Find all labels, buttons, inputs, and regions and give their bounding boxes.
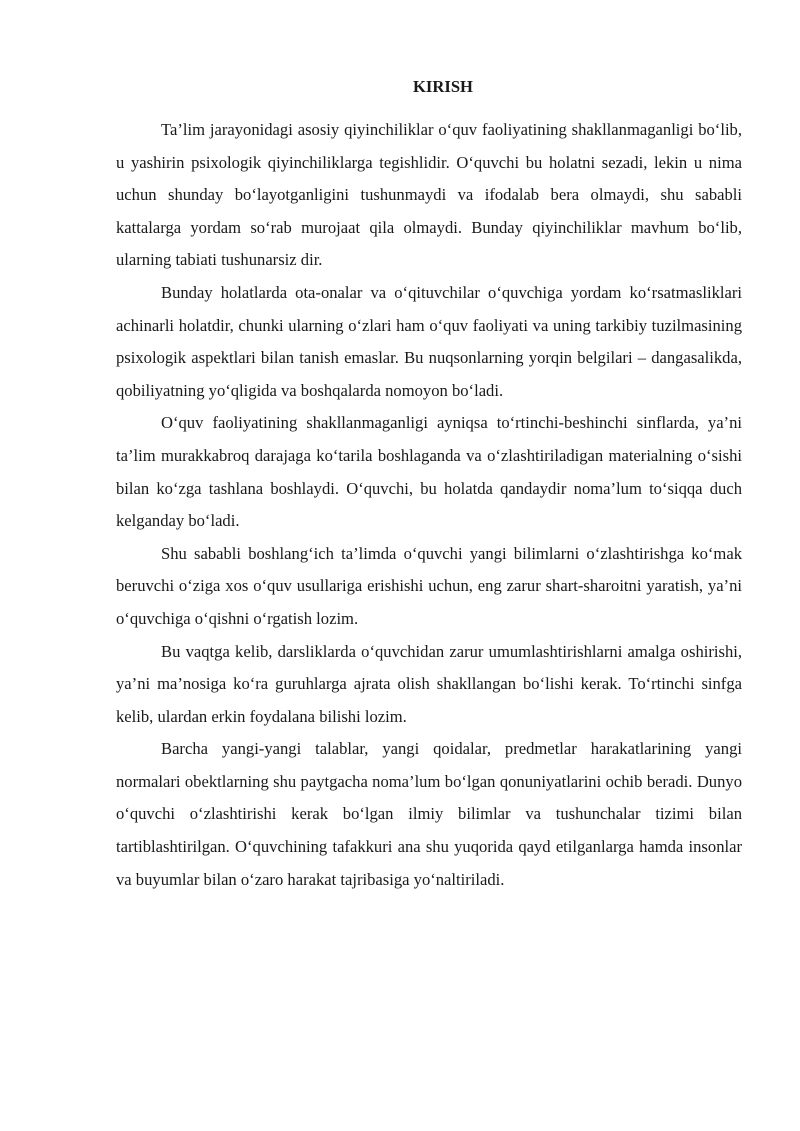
paragraph-5: Bu vaqtga kelib, darsliklarda o‘quvchidan zarur umumlashtirishlarni amalga oshirishi, ya’ni ma’nosiga ko‘ra guruhlarga ajrata olish shakllangan bo‘lishi kerak. To‘rtinchi sinfga kelib, ulardan erkin foydalana bilishi lozim. bbox=[116, 641, 742, 726]
document-body bbox=[116, 76, 742, 896]
page-title: KIRISH bbox=[413, 77, 473, 96]
paragraph-3: O‘quv faoliyatining shakllanmaganligi ayniqsa to‘rtinchi-beshinchi sinflarda, ya’ni ta’lim murakkabroq darajaga ko‘tarila boshlaganda va o‘zlashtiriladigan materialning o‘sishi bilan ko‘zga tashlana boshlaydi. O‘quvchi, bu holatda qandaydir noma’lum to‘siqqa duch kelganday bo‘ladi. bbox=[116, 413, 742, 531]
paragraph-1: Ta’lim jarayonidagi asosiy qiyinchiliklar o‘quv faoliyatining shakllanmaganligi bo‘lib, u yashirin psixologik qiyinchiliklarga tegishlidir. O‘quvchi bu holatni sezadi, lekin u nima uchun shunday bo‘layotganligini tushunmaydi va ifodalab bera olmaydi, shu sababli kattalarga yordam so‘rab murojaat qila olmaydi. Bunday qiyinchiliklar mavhum bo‘lib, ularning tabiati tushunarsiz dir. bbox=[116, 120, 742, 270]
paragraph-6: Barcha yangi-yangi talablar, yangi qoidalar, predmetlar harakatlarining yangi normalari obektlarning shu paytgacha noma’lum bo‘lgan qonuniyatlarini ochib beradi. Dunyo o‘quvchi o‘zlashtirishi kerak bo‘lgan ilmiy bilimlar va tushunchalar tizimi bilan tartiblashtirilgan. O‘quvchining tafakkuri ana shu yuqorida qayd etilganlarga hamda insonlar va buyumlar bilan o‘zaro harakat tajribasiga yo‘naltiriladi. bbox=[116, 739, 742, 889]
paragraph-4: Shu sababli boshlang‘ich ta’limda o‘quvchi yangi bilimlarni o‘zlashtirishga ko‘mak beruvchi o‘ziga xos o‘quv usullariga erishishi uchun, eng zarur shart-sharoitni yaratish, ya’ni o‘quvchiga o‘qishni o‘rgatish lozim. bbox=[116, 543, 742, 628]
paragraph-2: Bunday holatlarda ota-onalar va o‘qituvchilar o‘quvchiga yordam ko‘rsatmasliklari achinarli holatdir, chunki ularning o‘zlari ham o‘quv faoliyati va uning tarkibiy tuzilmasining psixologik aspektlari bilan tanish emaslar. Bu nuqsonlarning yorqin belgilari – dangasalikda, qobiliyatning yo‘qligida va boshqalarda nomoyon bo‘ladi. bbox=[116, 282, 742, 400]
